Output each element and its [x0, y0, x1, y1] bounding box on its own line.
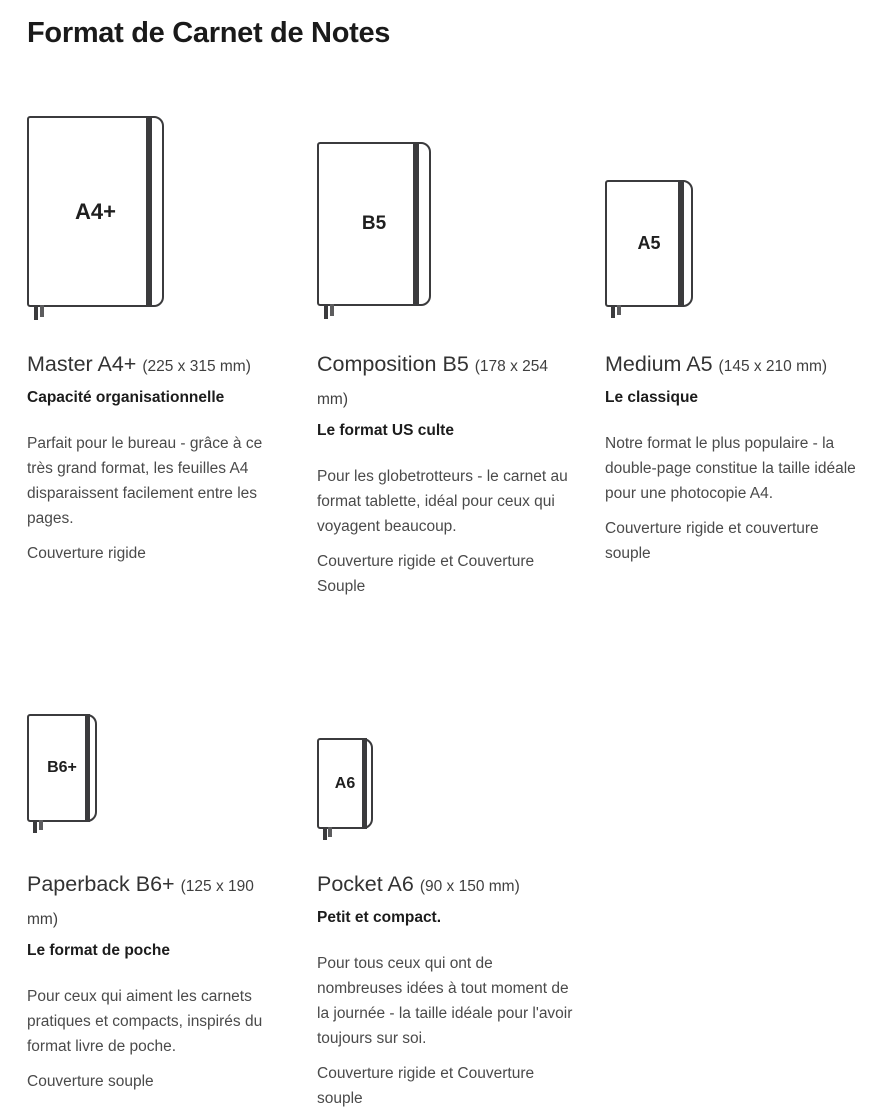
notebook-illustration — [27, 116, 164, 307]
card-title — [317, 349, 577, 415]
elastic-band — [362, 738, 367, 829]
card-size-text: (178 x 254 mm) — [317, 358, 549, 408]
card-subtitle: Le format de poche — [27, 942, 170, 959]
card-title — [317, 869, 577, 902]
notebook-illustration — [317, 738, 373, 829]
notebook-figure — [317, 738, 577, 869]
card-cover-info: Couverture rigide — [27, 545, 146, 562]
card-title — [27, 349, 287, 382]
bookmark-ribbon — [40, 305, 44, 317]
notebook-figure — [27, 116, 287, 349]
card-size-text: (125 x 190 mm) — [27, 878, 254, 928]
bookmark-ribbon — [39, 820, 43, 830]
card-subtitle: Le format US culte — [317, 422, 454, 439]
notebook-card-a6 — [317, 738, 577, 1111]
card-title-text: Composition B5 — [317, 352, 469, 376]
notebook-card-b6 — [27, 714, 287, 1094]
bookmark-ribbon — [330, 304, 334, 316]
card-size-text: (145 x 210 mm) — [718, 358, 828, 375]
card-title-text: Master A4+ — [27, 352, 137, 376]
card-description: Notre format le plus populaire - la double-page constitue la taille idéale pour une photocopie A4. — [605, 435, 856, 502]
card-description: Pour ceux qui aiment les carnets pratiques et compacts, inspirés du format livre de poche. — [27, 988, 263, 1055]
bookmark-ribbon — [617, 305, 621, 315]
notebook-format-label: A5 — [637, 233, 661, 253]
bookmark-ribbon — [34, 305, 38, 320]
notebook-figure — [27, 714, 287, 869]
card-description: Parfait pour le bureau - grâce à ce très grand format, les feuilles A4 disparaissent facilement entre les pages. — [27, 435, 263, 527]
card-cover-info: Couverture rigide et couverture souple — [605, 520, 819, 562]
notebook-card-a4 — [27, 116, 287, 566]
card-title-text: Medium A5 — [605, 352, 713, 376]
bookmark-ribbon — [323, 827, 327, 840]
bookmark-ribbon — [611, 305, 615, 318]
elastic-band — [678, 180, 684, 307]
card-description: Pour les globetrotteurs - le carnet au format tablette, idéal pour ceux qui voyagent beaucoup. — [317, 468, 568, 535]
notebook-format-label: A4+ — [75, 198, 116, 224]
elastic-band — [413, 142, 419, 306]
card-cover-info: Couverture souple — [27, 1073, 154, 1090]
card-cover-info: Couverture rigide et Couverture Souple — [317, 553, 535, 595]
card-title — [605, 349, 865, 382]
card-title-text: Paperback B6+ — [27, 872, 175, 896]
notebook-format-label: B6+ — [47, 759, 77, 776]
notebook-figure — [605, 180, 865, 349]
notebook-format-label: A6 — [334, 774, 356, 792]
bookmark-ribbon — [33, 820, 37, 833]
card-size-text: (225 x 315 mm) — [142, 358, 251, 375]
elastic-band — [85, 714, 90, 822]
notebook-card-a5 — [605, 180, 865, 566]
notebook-illustration — [317, 142, 431, 306]
card-subtitle: Capacité organisationnelle — [27, 389, 225, 406]
elastic-band — [146, 116, 152, 307]
notebook-card-b5 — [317, 142, 577, 599]
notebook-figure — [317, 142, 577, 349]
card-subtitle: Le classique — [605, 389, 699, 406]
card-description: Pour tous ceux qui ont de nombreuses idées à tout moment de la journée - la taille idéale pour l'avoir toujours sur soi. — [317, 955, 573, 1047]
card-size-text: (90 x 150 mm) — [419, 878, 520, 895]
bookmark-ribbon — [324, 304, 328, 319]
notebook-illustration — [27, 714, 97, 822]
card-title-text: Pocket A6 — [317, 872, 414, 896]
notebook-format-label: B5 — [361, 213, 387, 234]
card-subtitle: Petit et compact. — [317, 909, 442, 926]
page-title: Format de Carnet de Notes — [27, 17, 391, 49]
card-cover-info: Couverture rigide et Couverture souple — [317, 1065, 535, 1107]
card-title — [27, 869, 287, 935]
notebook-illustration — [605, 180, 693, 307]
bookmark-ribbon — [328, 827, 332, 837]
